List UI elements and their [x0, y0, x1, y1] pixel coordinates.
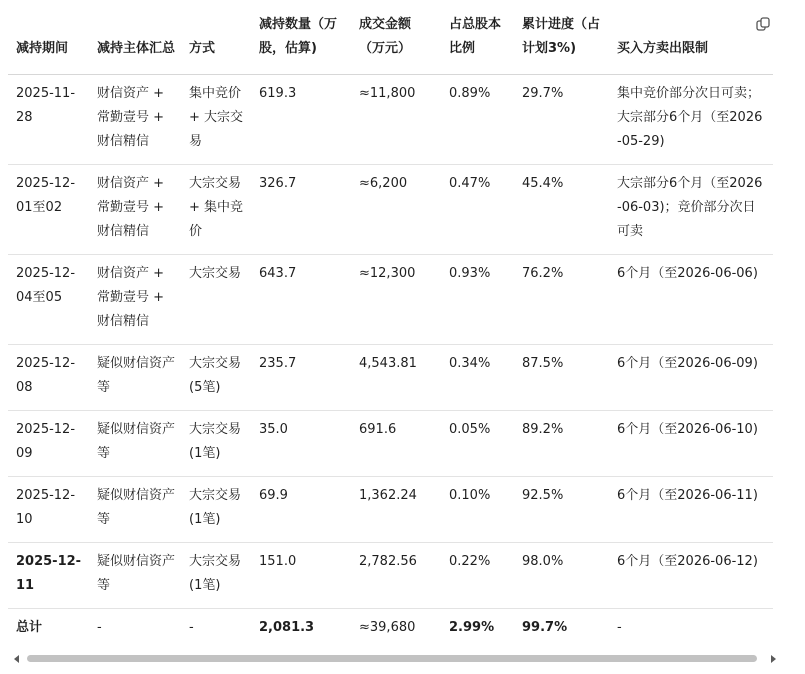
cell-quantity: 35.0 — [259, 421, 288, 437]
cell-method: 大宗交易 (1笔) — [189, 421, 242, 461]
cell-quantity: 619.3 — [259, 85, 297, 101]
total-progress: 99.7% — [522, 619, 568, 635]
cell-progress: 29.7% — [522, 85, 564, 101]
cell-period: 2025-11-28 — [16, 85, 76, 125]
cell-quantity: 643.7 — [259, 265, 297, 281]
cell-progress: 98.0% — [522, 553, 564, 569]
table-scroll-area[interactable] — [8, 0, 773, 652]
cell-progress: 87.5% — [522, 355, 564, 371]
scrollbar-thumb[interactable] — [27, 655, 757, 662]
total-method: - — [189, 619, 194, 635]
cell-progress: 76.2% — [522, 265, 564, 281]
table-row — [8, 254, 773, 344]
cell-amount: ≈11,800 — [359, 85, 416, 101]
cell-period: 2025-12-04至05 — [16, 265, 76, 305]
cell-ratio: 0.10% — [449, 487, 491, 503]
cell-method: 大宗交易 + 集中竞价 — [189, 175, 244, 239]
cell-amount: ≈12,300 — [359, 265, 416, 281]
cell-progress: 89.2% — [522, 421, 564, 437]
cell-entities: 财信资产 + 常勤壹号 + 财信精信 — [97, 85, 165, 149]
cell-amount: ≈6,200 — [359, 175, 408, 191]
cell-method: 大宗交易 — [189, 265, 242, 281]
table-row — [8, 542, 773, 608]
total-row — [8, 608, 773, 650]
total-quantity: 2,081.3 — [259, 619, 315, 635]
header-restriction: 买入方卖出限制 — [617, 40, 709, 56]
cell-method: 大宗交易 (1笔) — [189, 553, 242, 593]
table-header-row — [8, 0, 773, 74]
header-entities: 减持主体汇总 — [97, 40, 176, 56]
header-amount: 成交金额（万元） — [359, 16, 412, 56]
cell-amount: 2,782.56 — [359, 553, 417, 569]
table-row — [8, 476, 773, 542]
cell-restriction: 6个月（至2026-06-12) — [617, 553, 758, 569]
header-method: 方式 — [189, 40, 216, 56]
cell-progress: 92.5% — [522, 487, 564, 503]
cell-amount: 1,362.24 — [359, 487, 417, 503]
total-entities: - — [97, 619, 102, 635]
total-amount: ≈39,680 — [359, 619, 416, 635]
cell-quantity: 69.9 — [259, 487, 288, 503]
cell-quantity: 326.7 — [259, 175, 297, 191]
cell-restriction: 集中竞价部分次日可卖；大宗部分6个月（至2026-05-29) — [617, 85, 763, 149]
cell-ratio: 0.47% — [449, 175, 491, 191]
cell-entities: 疑似财信资产等 — [97, 553, 176, 593]
table-row — [8, 344, 773, 410]
table-row — [8, 74, 773, 164]
total-ratio: 2.99% — [449, 619, 495, 635]
header-period: 减持期间 — [16, 40, 69, 56]
cell-amount: 691.6 — [359, 421, 397, 437]
header-quantity: 减持数量（万股，估算) — [259, 16, 338, 56]
cell-restriction: 6个月（至2026-06-11) — [617, 487, 758, 503]
header-ratio: 占总股本比例 — [449, 16, 502, 56]
horizontal-scrollbar[interactable] — [0, 652, 805, 666]
cell-quantity: 151.0 — [259, 553, 297, 569]
cell-restriction: 6个月（至2026-06-09) — [617, 355, 758, 371]
cell-progress: 45.4% — [522, 175, 564, 191]
cell-ratio: 0.05% — [449, 421, 491, 437]
cell-entities: 疑似财信资产等 — [97, 487, 176, 527]
cell-entities: 财信资产 + 常勤壹号 + 财信精信 — [97, 265, 165, 329]
total-label: 总计 — [16, 619, 43, 635]
cell-method: 大宗交易 (1笔) — [189, 487, 242, 527]
scroll-right-arrow-icon[interactable] — [771, 655, 776, 663]
cell-ratio: 0.89% — [449, 85, 491, 101]
cell-period: 2025-12-08 — [16, 355, 76, 395]
table-row — [8, 410, 773, 476]
cell-period: 2025-12-09 — [16, 421, 76, 461]
cell-entities: 疑似财信资产等 — [97, 355, 176, 395]
cell-restriction: 6个月（至2026-06-10) — [617, 421, 758, 437]
cell-period: 2025-12-11 — [16, 553, 82, 593]
cell-method: 大宗交易 (5笔) — [189, 355, 242, 395]
cell-entities: 疑似财信资产等 — [97, 421, 176, 461]
cell-restriction: 大宗部分6个月（至2026-06-03)；竞价部分次日可卖 — [617, 175, 763, 239]
table-row — [8, 164, 773, 254]
cell-amount: 4,543.81 — [359, 355, 417, 371]
cell-ratio: 0.34% — [449, 355, 491, 371]
cell-ratio: 0.22% — [449, 553, 491, 569]
cell-period: 2025-12-10 — [16, 487, 76, 527]
header-progress: 累计进度（占计划3%) — [522, 16, 601, 56]
cell-quantity: 235.7 — [259, 355, 297, 371]
scroll-left-arrow-icon[interactable] — [14, 655, 19, 663]
reduction-table — [8, 0, 773, 650]
cell-method: 集中竞价 + 大宗交易 — [189, 85, 244, 149]
cell-entities: 财信资产 + 常勤壹号 + 财信精信 — [97, 175, 165, 239]
cell-ratio: 0.93% — [449, 265, 491, 281]
total-restriction: - — [617, 619, 622, 635]
cell-period: 2025-12-01至02 — [16, 175, 76, 215]
cell-restriction: 6个月（至2026-06-06) — [617, 265, 758, 281]
